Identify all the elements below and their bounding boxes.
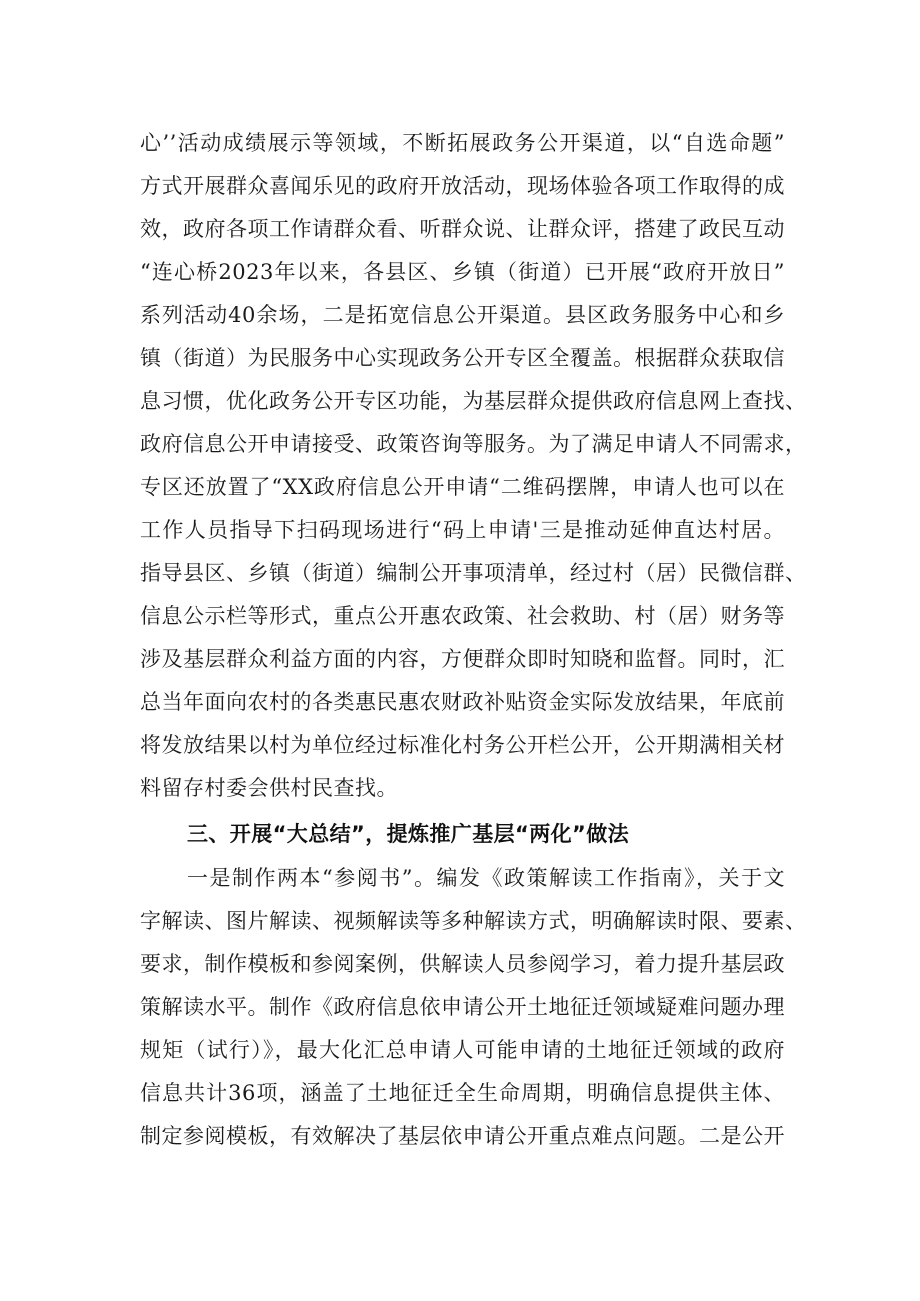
paragraph-line: 信息公示栏等形式，重点公开惠农政策、社会救助、村（居）财务等 bbox=[140, 604, 785, 628]
paragraph-line: 效，政府各项工作请群众看、听群众说、让群众评，搭建了政民互动 bbox=[140, 217, 785, 241]
paragraph-line: 将发放结果以村为单位经过标准化村务公开栏公开，公开期满相关材 bbox=[140, 733, 785, 757]
paragraph-line: 制定参阅模板，有效解决了基层依申请公开重点难点问题。二是公开 bbox=[140, 1124, 785, 1148]
paragraph-line: 一是制作两本“参阅书”。编发《政策解读工作指南》，关于文 bbox=[187, 866, 785, 890]
paragraph-line: 方式开展群众喜闻乐见的政府开放活动，现场体验各项工作取得的成 bbox=[140, 174, 785, 198]
paragraph-line: 涉及基层群众利益方面的内容，方便群众即时知晓和监督。同时，汇 bbox=[140, 647, 785, 671]
paragraph-line: 信息共计36项，涵盖了土地征迁全生命周期，明确信息提供主体、 bbox=[140, 1081, 785, 1105]
paragraph-line: 息习惯，优化政务公开专区功能，为基层群众提供政府信息网上查找、 bbox=[140, 389, 807, 413]
paragraph-line: “连心桥2023年以来，各县区、乡镇（街道）已开展“政府开放日” bbox=[140, 260, 785, 284]
paragraph-line: 指导县区、乡镇（街道）编制公开事项清单，经过村（居）民微信群、 bbox=[140, 561, 807, 585]
paragraph-line: 料留存村委会供村民查找。 bbox=[140, 776, 398, 800]
paragraph-line: 系列活动40余场，二是拓宽信息公开渠道。县区政务服务中心和乡 bbox=[140, 303, 785, 327]
paragraph-line: 字解读、图片解读、视频解读等多种解读方式，明确解读时限、要素、 bbox=[140, 909, 807, 933]
paragraph-line: 总当年面向农村的各类惠民惠农财政补贴资金实际发放结果，年底前 bbox=[140, 690, 785, 714]
paragraph-line: 工作人员指导下扫码现场进行“码上申请'三是推动延伸直达村居。 bbox=[140, 518, 785, 542]
paragraph-line: 政府信息公开申请接受、政策咨询等服务。为了满足申请人不同需求， bbox=[140, 432, 807, 456]
paragraph-line: 策解读水平。制作《政府信息依申请公开土地征迁领域疑难问题办理 bbox=[140, 995, 785, 1019]
paragraph-line: 心’’活动成绩展示等领域，不断拓展政务公开渠道，以“自选命题” bbox=[140, 131, 785, 155]
paragraph-line: 专区还放置了“XX政府信息公开申请“二维码摆牌，申请人也可以在 bbox=[140, 475, 785, 499]
paragraph-line: 镇（街道）为民服务中心实现政务公开专区全覆盖。根据群众获取信 bbox=[140, 346, 785, 370]
section-heading: 三、开展“大总结”，提炼推广基层“两化”做法 bbox=[187, 822, 630, 846]
paragraph-line: 要求，制作模板和参阅案例，供解读人员参阅学习，着力提升基层政 bbox=[140, 952, 785, 976]
paragraph-line: 规矩（试行）》，最大化汇总申请人可能申请的土地征迁领域的政府 bbox=[140, 1038, 785, 1062]
